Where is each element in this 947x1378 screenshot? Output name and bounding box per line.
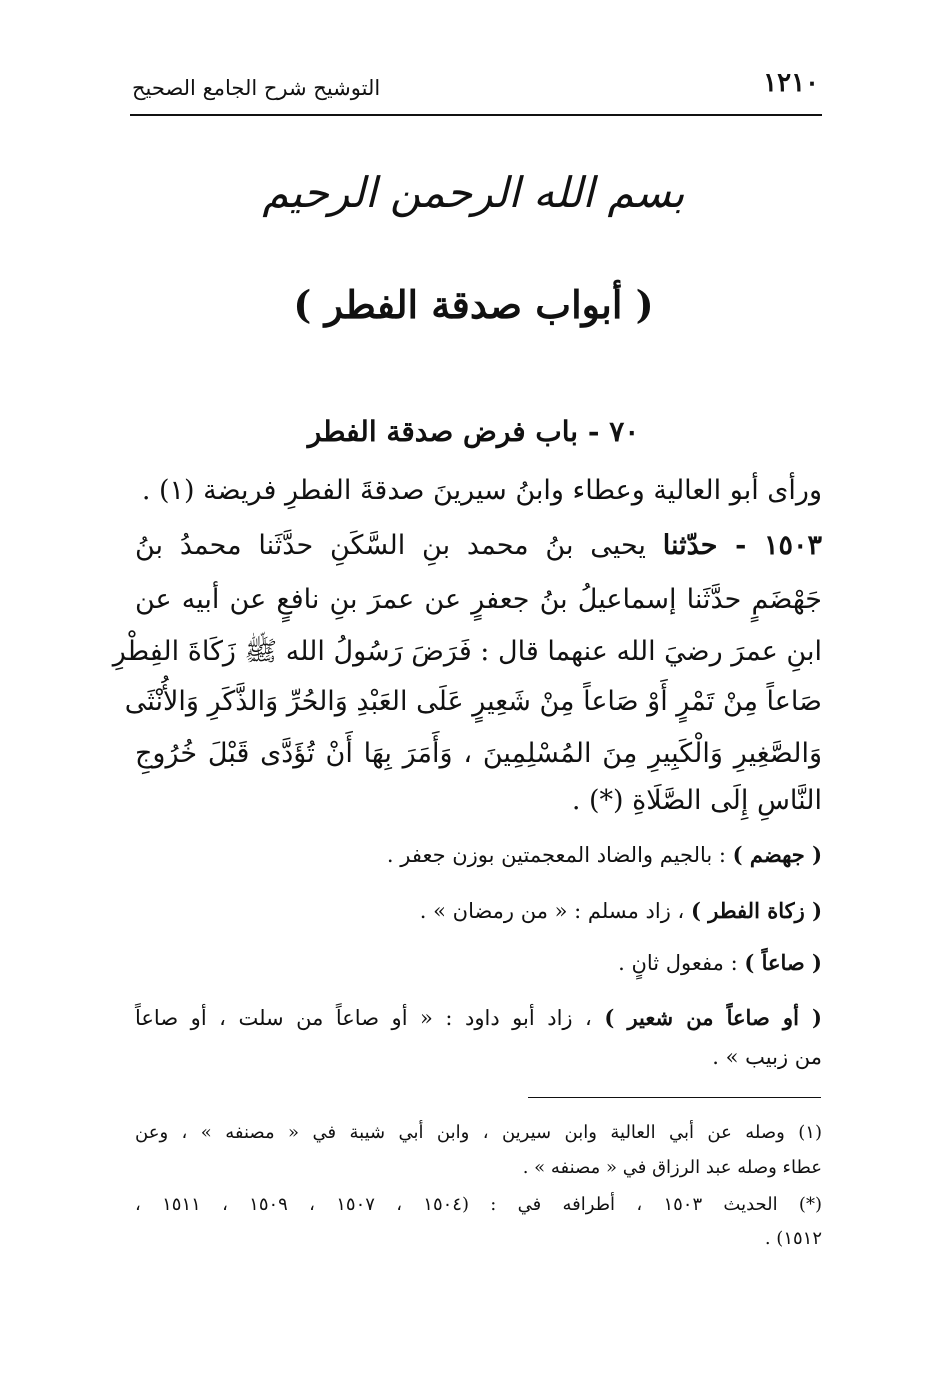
note-text: : بالجيم والضاد المعجمتين بوزن جعفر .	[386, 843, 733, 867]
note-jahdam	[387, 842, 822, 867]
hadith-line-5: وَالصَّغِيرِ وَالْكَبِيرِ مِنَ المُسْلِمِينَ ، وَأَمَرَ بِهَا أَنْ تُؤَدَّى قَبْلَ خُرُوجِ	[135, 738, 822, 769]
note-term: ( زكاة الفطر )	[690, 898, 822, 923]
note-zakat-al-fitr	[420, 898, 822, 923]
note-text: ، زاد أبو داود : « أو صاعاً من سلت ، أو صاعاً	[135, 1006, 605, 1030]
page-number: ١٢١٠	[763, 68, 819, 98]
footnote-2-line-2: ١٥١٢) .	[764, 1228, 822, 1249]
note-saa	[618, 950, 822, 975]
footnote-2-line-1: (*) الحديث ١٥٠٣ ، أطرافه في : (١٥٠٤ ، ١٥٠٧ ، ١٥٠٩ ، ١٥١١ ،	[135, 1194, 822, 1215]
footnote-divider	[528, 1097, 821, 1098]
hadith-line-2: جَهْضَمٍ حدَّثَنا إسماعيلُ بنُ جعفرٍ عن عمرَ بنِ نافعٍ عن أبيه عن	[135, 584, 822, 615]
hadith-text: يحيى بنُ محمد بنِ السَّكَنِ حدَّثَنا محمدُ بنُ	[135, 530, 646, 561]
footnote-1-line-2: عطاء وصله عبد الرزاق في « مصنفه » .	[522, 1157, 822, 1178]
note-term: ( أو صاعاً من شعير )	[604, 1005, 822, 1030]
hadith-line-6: النَّاسِ إِلَى الصَّلَاةِ (*) .	[571, 785, 822, 816]
note-text: ، زاد مسلم : « من رمضان » .	[419, 899, 691, 923]
hadith-line-4: صَاعاً مِنْ تَمْرٍ أَوْ صَاعاً مِنْ شَعِيرٍ عَلَى العَبْدِ وَالحُرِّ وَالذَّكَرِ وَالأُنْثَى	[124, 686, 822, 717]
book-title: ( أبواب صدقة الفطر )	[293, 282, 654, 327]
note-term: ( صاعاً )	[744, 950, 822, 975]
note-continuation: من زبيب » .	[712, 1045, 822, 1069]
hadith-number: ١٥٠٣ - حدّثنا	[662, 530, 822, 561]
hadith-line-3: ابنِ عمرَ رضيَ الله عنهما قال : فَرَضَ رَسُولُ الله ﷺ زَكَاةَ الفِطْرِ	[112, 636, 822, 667]
running-title: التوشيح شرح الجامع الصحيح	[132, 76, 381, 100]
intro-line: ورأى أبو العالية وعطاء وابنُ سيرينَ صدقةَ الفطرِ فريضة (١) .	[141, 475, 822, 506]
header-divider	[130, 114, 822, 116]
basmala-calligraphy: بسم الله الرحمن الرحيم	[262, 168, 685, 217]
chapter-heading: ٧٠ - باب فرض صدقة الفطر	[307, 415, 640, 448]
note-text: : مفعول ثانٍ .	[618, 951, 745, 975]
footnote-1-line-1: (١) وصله عن أبي العالية وابن سيرين ، وابن أبي شيبة في « مصنفه » ، وعن	[135, 1122, 822, 1143]
hadith-line-1	[135, 530, 822, 561]
note-term: ( جهضم )	[732, 842, 822, 867]
note-saa-min-shair	[135, 1005, 822, 1030]
